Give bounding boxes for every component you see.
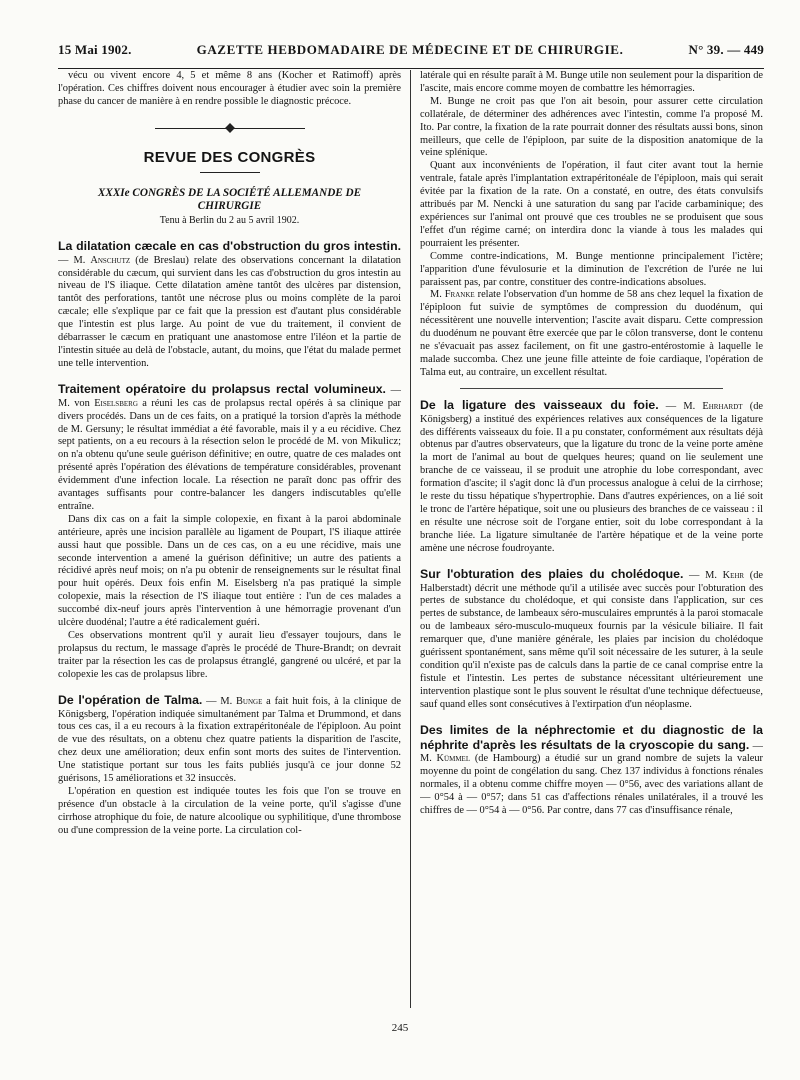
- article-paragraph: Traitement opératoire du prolapsus rectal volumineux. — M. von Eiselsberg a réuni les cas de prolapsus rectal opérés à sa clinique par divers procédés. Dans un de ces faits, on a pratiqué la torsion d'après la méthode de M. Gersuny; le résultat immédiat a été favorable, mais il y a eu récidive. Chez sept patients, on a eu recours à la résection selon le procédé de M. von Mikulicz; on n'a obtenu qu'une seule guérison définitive; en outre, quatre de ces malades ont présenté après l'opération des élévations de température considérables, provenant évidemment d'une infection locale. La résection ne paraît donc pas offrir des avantages suffisants pour contre-balancer les dangers indiscutables qu'elle entraîne.: [58, 381, 401, 512]
- article-title: Des limites de la néphrectomie et du diagnostic de la néphrite d'après les résultats de la cryoscopie du sang.: [420, 722, 763, 752]
- author-name: Ehrhardt: [702, 400, 743, 412]
- ornament-divider: [155, 123, 305, 133]
- column-divider: [410, 70, 411, 1008]
- article-operation-talma: [58, 694, 401, 838]
- article-title: Sur l'obturation des plaies du cholédoque.: [420, 566, 684, 581]
- journal-title: GAZETTE HEBDOMADAIRE DE MÉDECINE ET DE CHIRURGIE.: [196, 42, 624, 57]
- article-paragraph: Quant aux inconvénients de l'opération, il faut citer avant tout la hernie ventrale, fatale après l'implantation extrapéritonéale de l'épiploon, mais qui serait évitée par la fixation de la rate. On a constaté, en outre, des états convulsifs attribués par M. Nencki à une saturation du sang par l'acide carbaminique; des expériences sur l'animal ont prouvé que ces troubles ne se produisent que sous l'effet d'un régime carné; on interdira donc la viande à tous les malades qui pourraient les présenter.: [420, 160, 763, 249]
- article-paragraph: Dans dix cas on a fait la simple colopexie, en fixant à la paroi abdominale antérieure, après une incision parallèle au ligament de Poupart, l'S iliaque attirée aussi haut que possible. Dans un de ces cas, on a eu une récidive, mais une seconde intervention a amené la guérison définitive; un autre des patients a récidivé après neuf mois; on n'a pu obtenir de renseignements sur le résultat final pour huit opérés. Deux fois enfin M. Eiselsberg n'a pas pratiqué la simple colopexie, mais la résection de l'S iliaque tout entière : l'un de ces malades a succombé dix-neuf jours après l'intervention à une hémorragie provenant d'un ulcère duodénal; l'autre a été radicalement guéri.: [58, 513, 401, 629]
- article-dilatation-caecale: [58, 240, 401, 371]
- two-column-body: [58, 70, 764, 1008]
- author-name: Kümmel: [436, 753, 471, 765]
- article-nephrectomie: [420, 724, 763, 818]
- article-separator: [460, 388, 723, 389]
- article-paragraph: De la ligature des vaisseaux du foie. — M. Ehrhardt (de Königsberg) a institué des expériences relatives aux conséquences de la ligature des différents vaisseaux du foie. Il a pu constater, conformément aux résultats déjà obtenus par d'autres observateurs, que la ligature du tronc de la veine porte amène la mort de l'animal au bout de quelques heures; quand on lie seulement une branche de ce vaisseau, il se produit une atrophie du lobe correspondant, avec formation d'ascite; il s'agit donc là d'un processus analogue à celui de la cirrhose; le reste du tissu hépatique s'hypertrophie. Dans d'autres expériences, on a lié soit le tronc de l'artère hépatique, soit une ou plusieurs des branches de ce vaisseau : il en résulte une nécrose soit de l'organe entier, soit du lobe correspondant à la branche liée. La ligature simultanée de l'artère hépatique et de la veine porte amène une nécrose foudroyante.: [420, 397, 763, 554]
- article-title: Traitement opératoire du prolapsus rectal volumineux.: [58, 381, 386, 396]
- section-heading: REVUE DES CONGRÈS: [143, 148, 316, 166]
- article-paragraph: Comme contre-indications, M. Bunge mentionne principalement l'ictère; l'apparition d'une févulosurie et la diminution de l'excrétion de l'urée ne lui paraissent pas, par contre, constituer des contre-indications absolues.: [420, 250, 763, 288]
- congress-dates: Tenu à Berlin du 2 au 5 avril 1902.: [159, 214, 300, 226]
- congress-title: XXXIe CONGRÈS DE LA SOCIÉTÉ ALLEMANDE DE CHIRURGIE: [97, 186, 362, 212]
- article-paragraph: L'opération en question est indiquée toutes les fois que l'on se trouve en présence d'un obstacle à la circulation de la veine porte, qu'il s'agisse d'une cirrhose atrophique du foie, de nature alcoolique ou syphilitique, d'une thrombose ou d'une compression de la veine porte. La circulation col-: [58, 785, 401, 836]
- author-name: Kehr: [722, 569, 745, 581]
- article-paragraph: M. Franke relate l'observation d'un homme de 58 ans chez lequel la fixation de l'épiploon fut suivie de symptômes de compression du duodénum, qui nécessitèrent une nouvelle intervention; l'ascite avait disparu. Cette compression du duodénum ne pouvant être exercée que par le côlon transverse, dont le contenu ne s'évacuait pas assez facilement, on fit une gastro-entérostomie à laquelle le malade succomba. Chez une jeune fille atteinte de foie cardiaque, l'opération de Talma eut, au contraire, un excellent résultat.: [420, 289, 763, 378]
- right-column: [420, 70, 763, 1008]
- printer-signature: 245: [391, 1022, 409, 1034]
- article-paragraph: La dilatation cæcale en cas d'obstruction du gros intestin. — M. Anschutz (de Breslau) relate des observations concernant la dilatation considérable du cæcum, qui survient dans les cas d'obstruction du gros intestin au niveau de l'S iliaque. Cette dilatation amène tantôt des ulcères par distension, tantôt des perforations, tantôt une nécrose plus ou moins complète de la paroi cæcale; elle s'explique par ce fait que la pression est d'autant plus considérable que l'intestin est plus large. Au point de vue du traitement, il convient de débarrasser le cæcum en pratiquant une anastomose entre l'iléon et la partie de l'intestin située au delà de l'obstacle, autant, du moins, que l'état du malade permet une telle intervention.: [58, 238, 401, 369]
- article-prolapsus-rectal: [58, 383, 401, 682]
- author-name: Franke: [444, 289, 475, 301]
- article-paragraph: De l'opération de Talma. — M. Bunge a fait huit fois, à la clinique de Königsberg, l'opération indiquée simultanément par Talma et Drummond, et dans tous ces cas, il a eu recours à la fixation extrapéritonéale de l'épiploon. Au point de vue des résultats, on a obtenu chez quatre patients la disparition de l'ascite, chez deux une amélioration; deux enfin sont morts des suites de l'intervention. Une statistique portant sur tous les faits publiés jusqu'à ce jour donne 52 guérisons, 15 améliorations et 32 insuccès.: [58, 692, 401, 785]
- page-header: [58, 42, 764, 69]
- article-paragraph: latérale qui en résulte paraît à M. Bunge utile non seulement pour la disparition de l'ascite, mais encore comme moyen de combattre les hémorragies.: [420, 70, 763, 94]
- issue-date: 15 Mai 1902.: [58, 42, 132, 57]
- author-name: Anschutz: [90, 254, 131, 266]
- issue-page-number: N° 39. — 449: [688, 42, 764, 57]
- intro-paragraph: vécu ou vivent encore 4, 5 et même 8 ans (Kocher et Ratimoff) après l'opération. Ces chiffres doivent nous encourager à étudier avec soin la première phase du cancer de manière à en rendre possible le diagnostic précoce.: [58, 70, 401, 107]
- article-title: De la ligature des vaisseaux du foie.: [420, 397, 659, 412]
- article-ligature-foie: [420, 399, 763, 556]
- author-name: Eiselsberg: [94, 397, 138, 409]
- heading-rule: [200, 172, 260, 173]
- author-name: Bunge: [235, 695, 263, 707]
- article-title: De l'opération de Talma.: [58, 692, 203, 707]
- article-paragraph: Des limites de la néphrectomie et du diagnostic de la néphrite d'après les résultats de la cryoscopie du sang. — M. Kümmel (de Hambourg) a étudié sur un grand nombre de sujets la valeur moyenne du point de congélation du sang. Chez 137 individus à fonctions rénales normales, il a obtenu comme chiffre moyen — 0°56, avec des variations allant de — 0°54 à — 0°57; dans 51 cas d'affections rénales unilatérales, il a trouvé les chiffres de — 0°54 à — 0°56. Par contre, dans 77 cas d'insuffisance rénale,: [420, 722, 763, 817]
- article-title: La dilatation cæcale en cas d'obstruction du gros intestin.: [58, 238, 401, 253]
- article-paragraph: Sur l'obturation des plaies du cholédoque. — M. Kehr (de Halberstadt) décrit une méthode qu'il a utilisée avec succès pour l'obturation des pertes de substance du cholédoque, et qui consiste dans l'application, sur ces pertes de substance, de lambeaux séro-musculaires empruntés à la paroi stomacale ou de lambeaux séro-musculo-muqueux fournis par la vésicule biliaire. Il fait remarquer que, d'une manière générale, les plaies par incision du cholédoque guérissent spontanément, sans même qu'il soit nécessaire de les suturer, à la seule condition qu'il n'existe pas de calculs dans la partie de ce canal comprise entre la fistule et l'intestin. Les pertes de substance nécessitant ultérieurement une intervention plastique sont le plus souvent le résultat d'une technique défectueuse, sauf quand elles sont consécutives à l'extirpation d'un néoplasme.: [420, 566, 763, 710]
- article-paragraph: Ces observations montrent qu'il y aurait lieu d'essayer toujours, dans le prolapsus du rectum, le massage d'après le procédé de Thure-Brandt; on devrait traiter par la résection les cas de prolapsus étranglé, gangrené ou ulcéré, et par la colopexie les cas de prolapsus libre.: [58, 630, 401, 680]
- article-paragraph: M. Bunge ne croit pas que l'on ait besoin, pour assurer cette circulation collatérale, de déterminer des adhérences avec l'intestin, comme l'a proposé M. Ito. Par contre, la fixation de la rate pourrait donner des résultats aussi bons, sinon meilleurs, que celle de l'épiploon, par suite de la disposition anatomique de la veine splénique.: [420, 95, 763, 159]
- left-column: [58, 70, 401, 1008]
- article-choledoque: [420, 568, 763, 712]
